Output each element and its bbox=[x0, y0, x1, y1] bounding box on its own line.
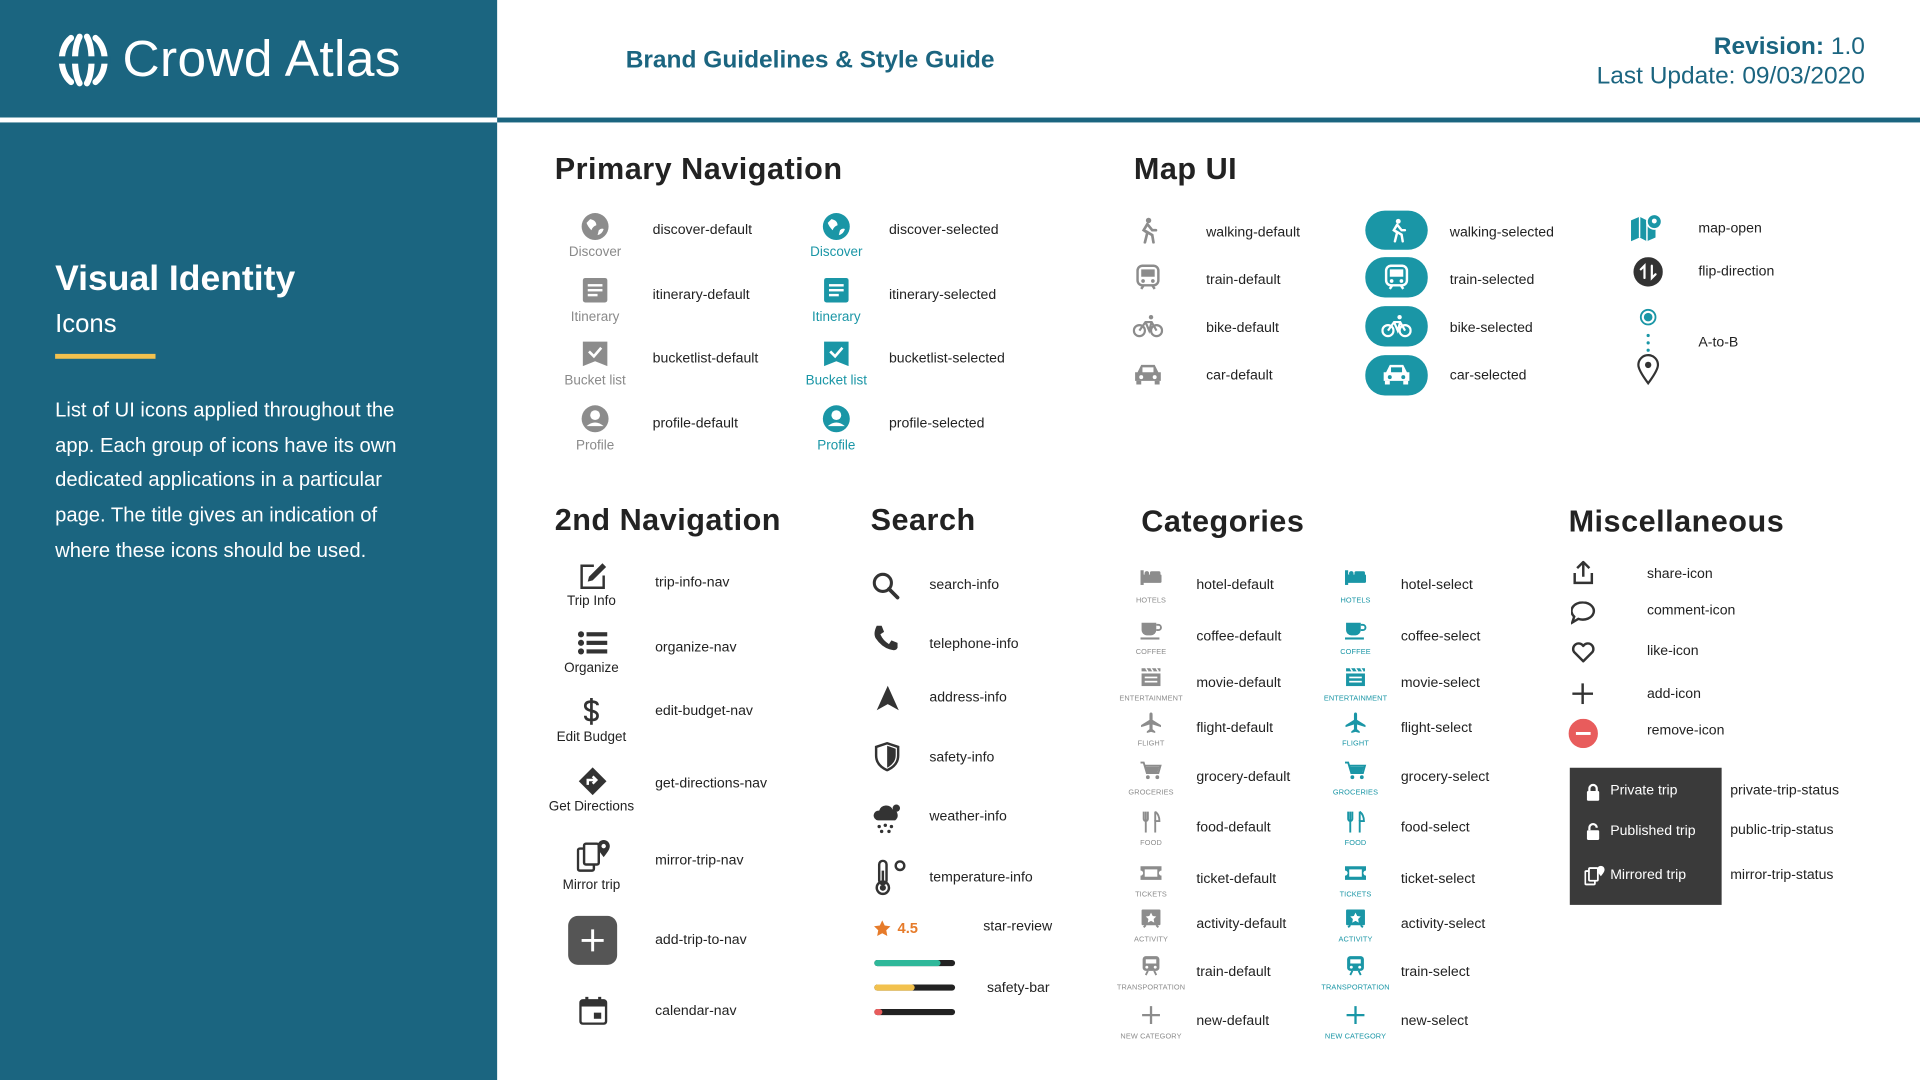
category-default-label: new-default bbox=[1196, 1013, 1270, 1029]
telephone-icon[interactable] bbox=[873, 624, 900, 651]
private-trip-status-badge[interactable]: Private trip bbox=[1610, 783, 1678, 799]
grocery-select-icon[interactable] bbox=[1343, 760, 1367, 782]
flight-default-icon[interactable] bbox=[1139, 711, 1163, 733]
category-caption-default: TICKETS bbox=[1135, 891, 1167, 899]
bucketlist-selected-caption: Bucket list bbox=[805, 373, 868, 389]
calendar-nav-label: calendar-nav bbox=[655, 1004, 737, 1019]
category-caption-default: FLIGHT bbox=[1137, 740, 1165, 749]
mirrored-trip-status-badge[interactable]: Mirrored trip bbox=[1610, 868, 1687, 883]
walking-default-icon[interactable] bbox=[1135, 217, 1159, 244]
category-caption-selected: NEW CATEGORY bbox=[1324, 1033, 1387, 1041]
get-directions-icon[interactable] bbox=[578, 767, 607, 796]
edit-budget-nav-label: edit-budget-nav bbox=[655, 704, 753, 719]
coffee-default-icon[interactable] bbox=[1139, 620, 1163, 642]
revision-label: Revision: bbox=[1713, 33, 1825, 61]
category-caption-default: GROCERIES bbox=[1128, 789, 1174, 798]
bucketlist-default-icon[interactable] bbox=[582, 340, 609, 367]
trip-info-caption: Trip Info bbox=[566, 593, 616, 609]
safety-bar-track bbox=[874, 1009, 955, 1015]
profile-selected-label: profile-selected bbox=[888, 416, 985, 432]
sidebar-description: List of UI icons applied throughout the app. Each group of icons have its own dedicated applications in a particular page. The title gives an indication of where these icons should be used. bbox=[55, 399, 397, 562]
grocery-default-icon[interactable] bbox=[1139, 760, 1163, 782]
search-icon[interactable] bbox=[872, 572, 900, 600]
crowd-atlas-logo-icon bbox=[54, 31, 113, 90]
organize-icon[interactable] bbox=[578, 631, 607, 655]
car-selected-icon bbox=[1381, 362, 1412, 386]
walking-default-label: walking-default bbox=[1206, 225, 1301, 241]
share-icon-label: share-icon bbox=[1646, 566, 1713, 582]
section-title-2nd-navigation: 2nd Navigation bbox=[554, 503, 781, 538]
train-selected-icon bbox=[1384, 264, 1410, 291]
itinerary-selected-icon[interactable] bbox=[823, 277, 850, 304]
category-selected-label: food-select bbox=[1400, 820, 1470, 836]
bike-selected-label: bike-selected bbox=[1449, 320, 1533, 336]
edit-budget-dollar-icon[interactable] bbox=[583, 698, 600, 725]
itinerary-default-label: itinerary-default bbox=[652, 287, 750, 303]
itinerary-default-icon[interactable] bbox=[582, 277, 609, 304]
car-default-icon[interactable] bbox=[1133, 362, 1164, 386]
sidebar-title: Visual Identity bbox=[55, 259, 296, 299]
category-caption-selected: TRANSPORTATION bbox=[1321, 984, 1390, 992]
safety-bar-label: safety-bar bbox=[986, 980, 1050, 996]
category-default-label: coffee-default bbox=[1196, 629, 1282, 645]
map-open-icon[interactable] bbox=[1630, 213, 1663, 244]
category-caption-selected: TICKETS bbox=[1339, 891, 1372, 899]
safety-bars bbox=[873, 960, 959, 1021]
safety-shield-icon[interactable] bbox=[874, 742, 900, 771]
hotel-default-icon[interactable] bbox=[1139, 568, 1163, 590]
train-default-icon[interactable] bbox=[1135, 264, 1161, 291]
section-title-search: Search bbox=[870, 503, 976, 538]
food-default-icon[interactable] bbox=[1139, 811, 1163, 833]
category-selected-label: new-select bbox=[1400, 1013, 1469, 1029]
comment-icon-label: comment-icon bbox=[1646, 603, 1736, 619]
like-heart-icon[interactable] bbox=[1571, 642, 1595, 664]
add-trip-to-nav-label: add-trip-to-nav bbox=[655, 933, 747, 948]
itinerary-selected-label: itinerary-selected bbox=[888, 287, 997, 303]
profile-default-caption: Profile bbox=[576, 438, 615, 454]
category-caption-selected: ACTIVITY bbox=[1338, 936, 1373, 945]
category-selected-label: flight-select bbox=[1400, 721, 1473, 736]
address-navigation-icon[interactable] bbox=[874, 684, 901, 711]
map-open-label: map-open bbox=[1698, 221, 1762, 237]
star-rating-value: 4.5 bbox=[897, 919, 918, 937]
ticket-select-icon[interactable] bbox=[1343, 862, 1367, 884]
bucketlist-default-label: bucketlist-default bbox=[652, 351, 759, 367]
share-icon[interactable] bbox=[1572, 561, 1594, 585]
category-default-label: ticket-default bbox=[1196, 871, 1277, 887]
header-subtitle: Brand Guidelines & Style Guide bbox=[625, 46, 995, 74]
add-icon-label: add-icon bbox=[1646, 686, 1701, 702]
trip-info-nav-label: trip-info-nav bbox=[655, 575, 730, 591]
discover-default-icon[interactable] bbox=[580, 212, 609, 241]
weather-info-label: weather-info bbox=[929, 809, 1007, 825]
temperature-info-label: temperature-info bbox=[929, 870, 1033, 886]
add-trip-plus-icon bbox=[580, 928, 604, 952]
profile-selected-icon[interactable] bbox=[822, 404, 851, 433]
profile-selected-caption: Profile bbox=[817, 438, 856, 454]
hotel-select-icon[interactable] bbox=[1343, 568, 1367, 590]
discover-default-label: discover-default bbox=[652, 222, 753, 238]
organize-caption: Organize bbox=[564, 661, 619, 676]
category-caption-default: HOTELS bbox=[1135, 597, 1167, 605]
category-selected-label: hotel-select bbox=[1400, 577, 1473, 593]
published-unlock-icon bbox=[1586, 823, 1601, 840]
walking-selected-icon bbox=[1385, 218, 1409, 242]
bucketlist-selected-icon[interactable] bbox=[823, 340, 850, 367]
itinerary-selected-caption: Itinerary bbox=[811, 309, 861, 325]
itinerary-default-caption: Itinerary bbox=[570, 309, 620, 325]
mirrored-trip-icon bbox=[1584, 864, 1605, 886]
category-default-label: flight-default bbox=[1196, 721, 1274, 736]
get-directions-nav-label: get-directions-nav bbox=[655, 776, 768, 792]
category-caption-selected: HOTELS bbox=[1340, 597, 1371, 605]
mirror-trip-caption: Mirror trip bbox=[562, 877, 621, 893]
weather-icon[interactable] bbox=[872, 802, 903, 834]
a-to-b-label: A-to-B bbox=[1698, 335, 1739, 351]
trip-info-icon[interactable] bbox=[578, 562, 607, 590]
category-selected-label: coffee-select bbox=[1400, 629, 1481, 645]
car-selected-label: car-selected bbox=[1449, 368, 1527, 384]
flight-select-icon[interactable] bbox=[1343, 711, 1367, 733]
bucketlist-selected-label: bucketlist-selected bbox=[888, 351, 1005, 367]
safety-bar-fill bbox=[874, 960, 940, 966]
category-caption-default: ACTIVITY bbox=[1133, 936, 1169, 945]
train-selected-label: train-selected bbox=[1449, 273, 1535, 288]
search-info-label: search-info bbox=[929, 577, 1000, 593]
category-caption-default: COFFEE bbox=[1135, 648, 1167, 657]
train-default-label: train-default bbox=[1206, 273, 1281, 288]
public-trip-status-label: public-trip-status bbox=[1730, 822, 1834, 838]
revision-value: 1.0 bbox=[1830, 33, 1865, 61]
safety-bar-fill bbox=[874, 984, 914, 990]
sidebar-subtitle: Icons bbox=[55, 309, 117, 338]
discover-default-caption: Discover bbox=[568, 244, 622, 260]
category-caption-selected: FLIGHT bbox=[1342, 740, 1369, 749]
star-review-label: star-review bbox=[983, 919, 1053, 935]
private-lock-icon bbox=[1586, 784, 1601, 801]
last-update-value: 09/03/2020 bbox=[1742, 62, 1865, 90]
last-update-line bbox=[1597, 62, 1865, 90]
remove-icon-label: remove-icon bbox=[1646, 723, 1725, 739]
a-to-b-route-icon[interactable] bbox=[1636, 309, 1660, 387]
flip-direction-label: flip-direction bbox=[1698, 264, 1775, 280]
revision-line bbox=[1714, 33, 1865, 61]
mirror-trip-icon[interactable] bbox=[577, 839, 611, 873]
category-caption-selected: GROCERIES bbox=[1332, 789, 1379, 798]
discover-selected-caption: Discover bbox=[810, 244, 863, 260]
category-default-label: hotel-default bbox=[1196, 577, 1274, 593]
discover-selected-icon[interactable] bbox=[822, 212, 851, 241]
profile-default-label: profile-default bbox=[652, 416, 738, 432]
category-default-label: train-default bbox=[1196, 964, 1271, 980]
comment-icon[interactable] bbox=[1571, 601, 1595, 624]
category-selected-label: grocery-select bbox=[1400, 770, 1490, 785]
address-info-label: address-info bbox=[929, 690, 1007, 706]
edit-budget-caption: Edit Budget bbox=[556, 729, 627, 745]
category-default-label: food-default bbox=[1196, 820, 1271, 836]
add-plus-icon[interactable] bbox=[1572, 683, 1593, 704]
star-icon bbox=[873, 920, 891, 937]
category-selected-label: movie-select bbox=[1400, 675, 1480, 691]
category-default-label: grocery-default bbox=[1196, 770, 1291, 785]
get-directions-caption: Get Directions bbox=[548, 799, 635, 815]
mirror-trip-nav-label: mirror-trip-nav bbox=[655, 853, 744, 869]
new-select-icon[interactable] bbox=[1343, 1004, 1367, 1026]
last-update-label: Last Update: bbox=[1596, 62, 1736, 90]
temperature-icon[interactable] bbox=[873, 860, 907, 897]
discover-selected-label: discover-selected bbox=[888, 222, 999, 238]
new-default-icon[interactable] bbox=[1139, 1004, 1163, 1026]
organize-nav-label: organize-nav bbox=[655, 640, 737, 656]
section-title-miscellaneous: Miscellaneous bbox=[1568, 504, 1785, 539]
category-caption-default: NEW CATEGORY bbox=[1120, 1033, 1182, 1041]
food-select-icon[interactable] bbox=[1343, 811, 1367, 833]
category-caption-selected: FOOD bbox=[1344, 840, 1367, 848]
mirror-trip-status-label: mirror-trip-status bbox=[1730, 868, 1834, 883]
published-trip-status-badge[interactable]: Published trip bbox=[1610, 824, 1696, 839]
private-trip-status-label: private-trip-status bbox=[1730, 783, 1839, 799]
flip-direction-icon[interactable] bbox=[1633, 257, 1662, 286]
train-select-icon[interactable] bbox=[1343, 955, 1367, 977]
bike-default-icon[interactable] bbox=[1133, 313, 1164, 337]
movie-select-icon[interactable] bbox=[1343, 666, 1367, 688]
category-caption-default: TRANSPORTATION bbox=[1116, 984, 1186, 992]
category-selected-label: train-select bbox=[1400, 964, 1470, 980]
train-default-icon[interactable] bbox=[1139, 955, 1163, 977]
calendar-icon[interactable] bbox=[579, 997, 607, 1025]
safety-info-label: safety-info bbox=[929, 750, 995, 766]
section-title-map-ui: Map UI bbox=[1133, 151, 1238, 187]
bike-default-label: bike-default bbox=[1206, 320, 1279, 336]
brand-name: Crowd Atlas bbox=[122, 29, 401, 87]
safety-bar-fill bbox=[874, 1009, 882, 1015]
like-icon-label: like-icon bbox=[1646, 644, 1699, 659]
bike-selected-icon bbox=[1381, 313, 1412, 337]
category-default-label: movie-default bbox=[1196, 675, 1281, 691]
walking-selected-label: walking-selected bbox=[1449, 225, 1554, 241]
category-caption-selected: COFFEE bbox=[1340, 648, 1371, 657]
header-divider-line bbox=[497, 118, 1920, 123]
remove-minus-icon[interactable] bbox=[1569, 719, 1598, 748]
section-title-categories: Categories bbox=[1141, 504, 1305, 539]
category-caption-default: FOOD bbox=[1140, 840, 1162, 848]
ticket-default-icon[interactable] bbox=[1139, 862, 1163, 884]
category-caption-default: ENTERTAINMENT bbox=[1119, 695, 1183, 703]
activity-select-icon[interactable] bbox=[1343, 907, 1367, 929]
category-caption-selected: ENTERTAINMENT bbox=[1323, 695, 1388, 703]
category-selected-label: ticket-select bbox=[1400, 871, 1476, 887]
activity-default-icon[interactable] bbox=[1139, 907, 1163, 929]
sidebar-accent-bar bbox=[55, 354, 155, 359]
category-selected-label: activity-select bbox=[1400, 917, 1486, 932]
movie-default-icon[interactable] bbox=[1139, 666, 1163, 688]
coffee-select-icon[interactable] bbox=[1343, 620, 1367, 642]
car-default-label: car-default bbox=[1206, 368, 1273, 384]
section-title-primary-navigation: Primary Navigation bbox=[554, 151, 843, 187]
telephone-info-label: telephone-info bbox=[929, 636, 1019, 652]
bucketlist-default-caption: Bucket list bbox=[564, 373, 626, 389]
profile-default-icon[interactable] bbox=[580, 404, 609, 433]
category-default-label: activity-default bbox=[1196, 917, 1287, 932]
